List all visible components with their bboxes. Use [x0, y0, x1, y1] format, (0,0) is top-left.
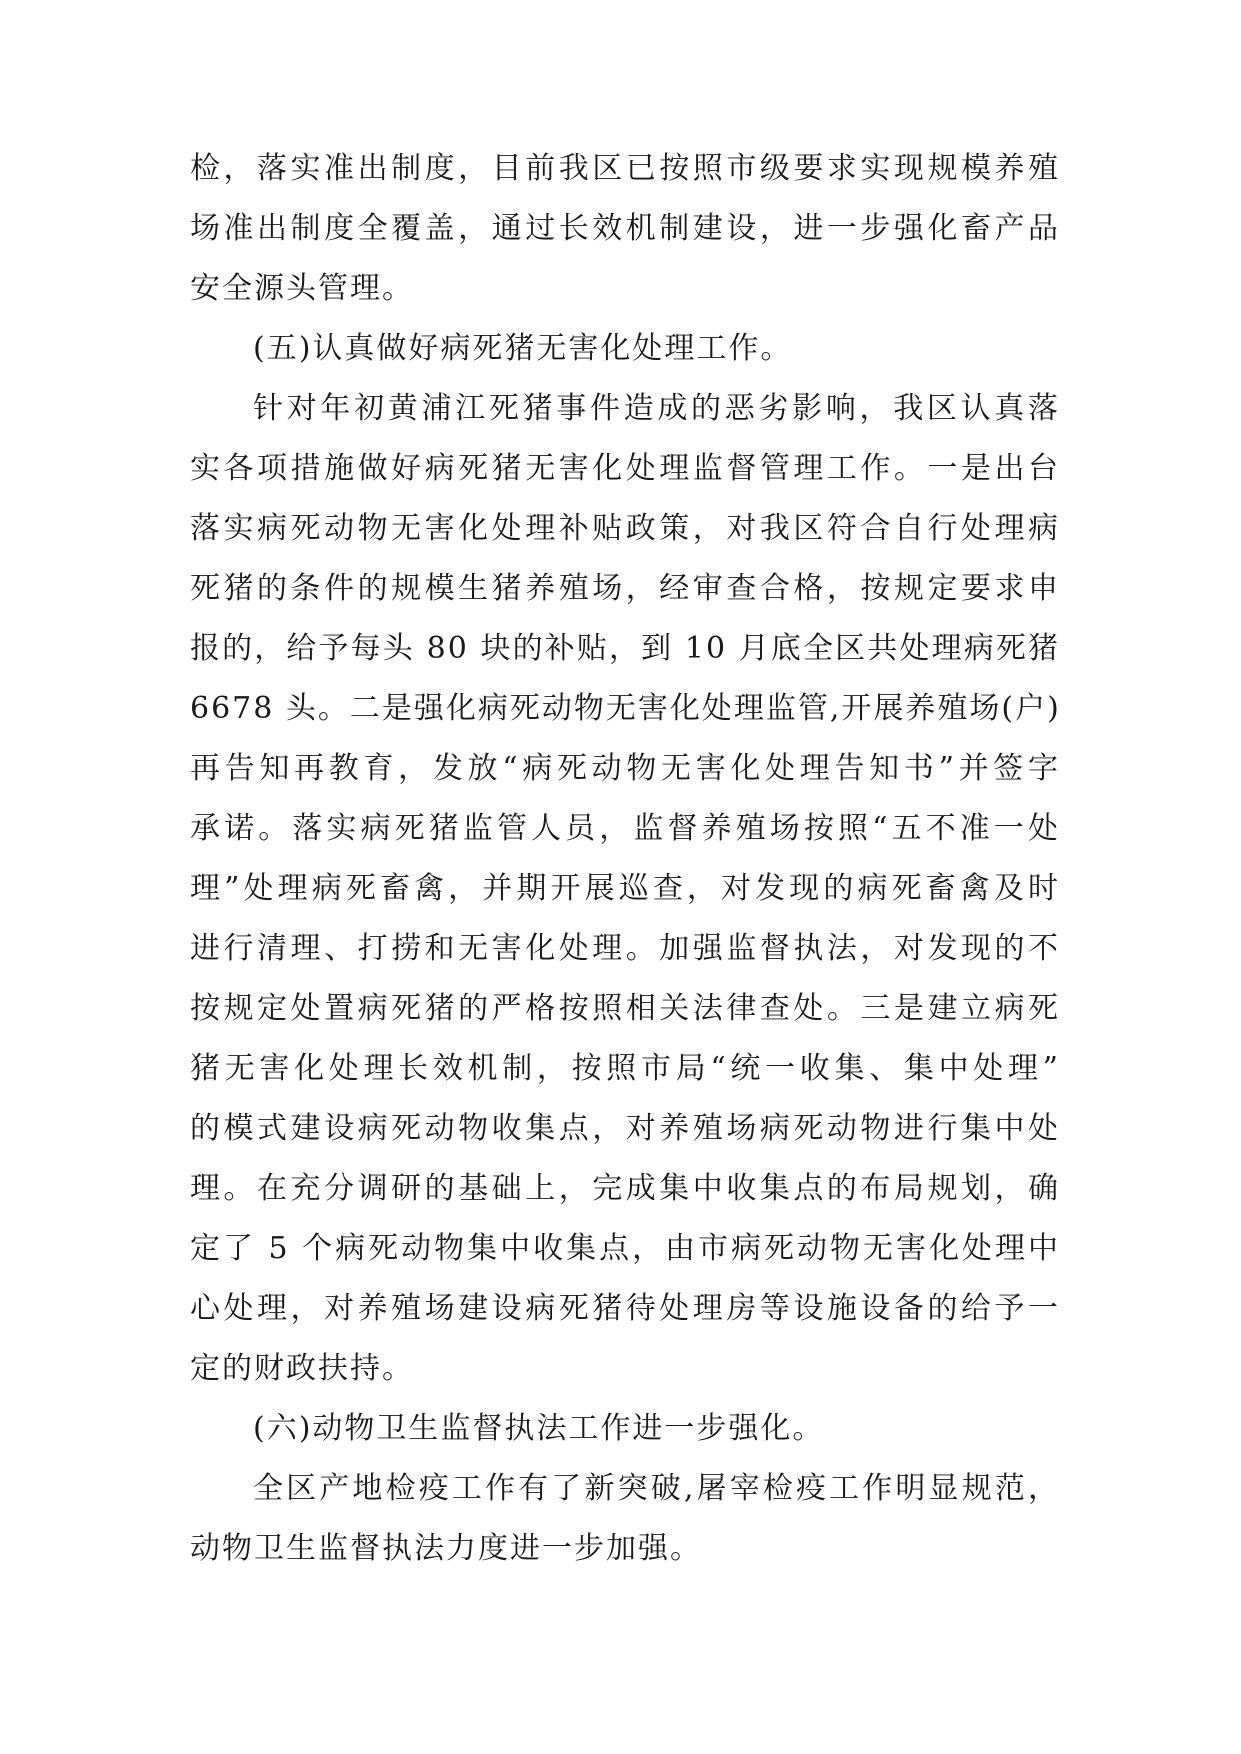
text-line: 检，落实准出制度，目前我区已按照市级要求实现规模养殖 — [190, 151, 1060, 186]
text-line: 实各项措施做好病死猪无害化处理监督管理工作。一是出台 — [190, 451, 1060, 486]
section-heading: (六)动物卫生监督执法工作进一步强化。 — [253, 1411, 825, 1446]
text-line: 落实病死动物无害化处理补贴政策，对我区符合自行处理病 — [190, 511, 1060, 546]
text-line: 全区产地检疫工作有了新突破,屠宰检疫工作明显规范， — [253, 1471, 1060, 1506]
text-line: 定了 5 个病死动物集中收集点，由市病死动物无害化处理中 — [190, 1231, 1060, 1266]
text-line: 针对年初黄浦江死猪事件造成的恶劣影响，我区认真落 — [253, 391, 1060, 426]
text-line: 理”处理病死畜禽，并期开展巡查，对发现的病死畜禽及时 — [190, 871, 1060, 906]
text-line: 的模式建设病死动物收集点，对养殖场病死动物进行集中处 — [190, 1111, 1060, 1146]
text-line: 定的财政扶持。 — [190, 1351, 414, 1386]
text-line: 动物卫生监督执法力度进一步加强。 — [190, 1531, 702, 1566]
text-line: 承诺。落实病死猪监管人员，监督养殖场按照“五不准一处 — [190, 811, 1060, 846]
text-line: 死猪的条件的规模生猪养殖场，经审查合格，按规定要求申 — [190, 571, 1060, 606]
text-line: 安全源头管理。 — [190, 271, 414, 306]
text-line: 理。在充分调研的基础上，完成集中收集点的布局规划，确 — [190, 1171, 1060, 1206]
text-line: 6678 头。二是强化病死动物无害化处理监管,开展养殖场(户) — [190, 691, 1061, 726]
text-line: 再告知再教育，发放“病死动物无害化处理告知书”并签字 — [190, 751, 1060, 786]
section-heading: (五)认真做好病死猪无害化处理工作。 — [253, 331, 793, 366]
text-line: 场准出制度全覆盖，通过长效机制建设，进一步强化畜产品 — [190, 211, 1060, 246]
text-line: 进行清理、打捞和无害化处理。加强监督执法，对发现的不 — [190, 931, 1060, 966]
text-line: 报的，给予每头 80 块的补贴，到 10 月底全区共处理病死猪 — [190, 631, 1060, 666]
text-line: 按规定处置病死猪的严格按照相关法律查处。三是建立病死 — [190, 991, 1060, 1026]
text-line: 猪无害化处理长效机制，按照市局“统一收集、集中处理” — [190, 1051, 1060, 1086]
text-line: 心处理，对养殖场建设病死猪待处理房等设施设备的给予一 — [190, 1291, 1060, 1326]
